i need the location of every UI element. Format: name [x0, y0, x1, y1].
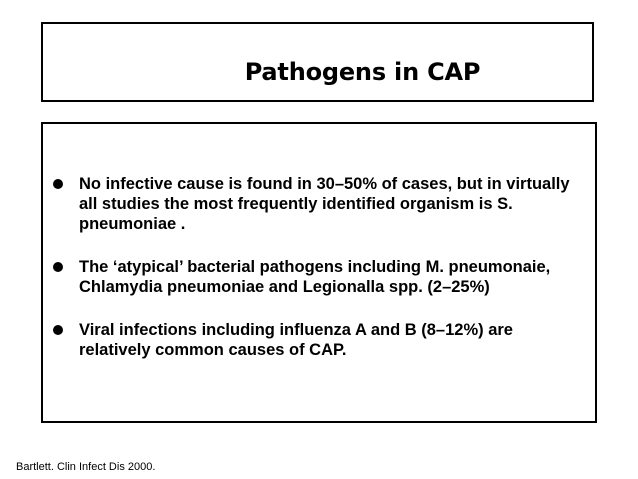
bullet-text: The ‘atypical’ bacterial pathogens including M. pneumonaie, Chlamydia pneumoniae and Legionalla spp. (2–25%) — [79, 258, 551, 296]
bullet-item — [43, 174, 595, 234]
bullet-item — [43, 257, 595, 297]
citation: Bartlett. Clin Infect Dis 2000. — [16, 461, 156, 473]
slide-title: Pathogens in CAP — [244, 58, 481, 86]
bullet-text: No infective cause is found in 30–50% of cases, but in virtually all studies the most frequently identified organism is S. pneumoniae . — [79, 175, 570, 233]
bullet-item — [43, 320, 595, 360]
bullet-dot-icon — [53, 179, 63, 189]
bullet-dot-icon — [53, 262, 63, 272]
title-box — [41, 22, 594, 102]
bullet-list — [43, 174, 595, 383]
content-box — [41, 122, 597, 423]
bullet-text: Viral infections including influenza A and B (8–12%) are relatively common causes of CAP. — [79, 321, 513, 359]
bullet-dot-icon — [53, 325, 63, 335]
